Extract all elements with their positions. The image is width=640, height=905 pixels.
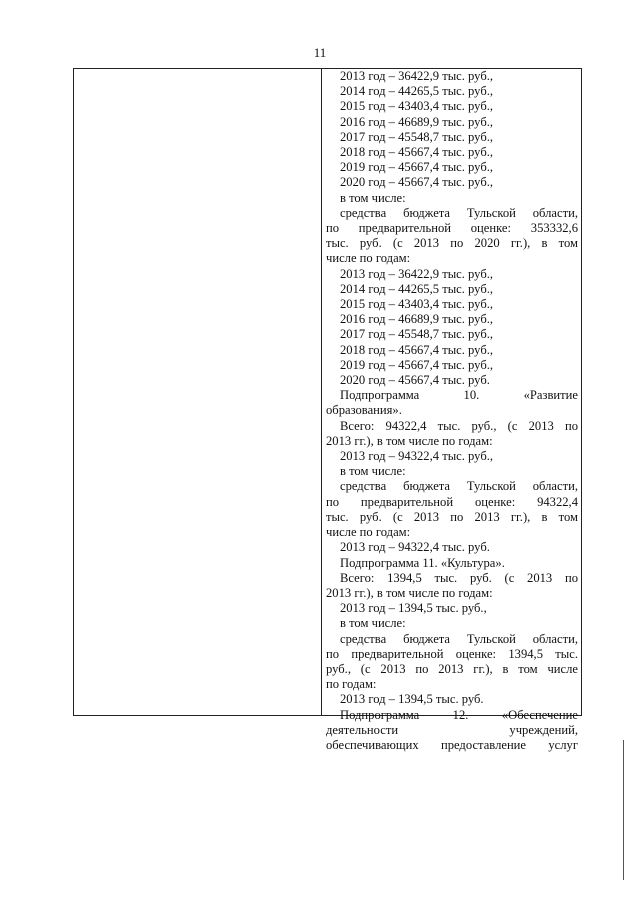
text-line: 2015 год – 43403,4 тыс. руб.,: [340, 297, 494, 312]
text-line: 2015 год – 43403,4 тыс. руб.,: [340, 99, 494, 114]
text-line: средства бюджета Тульской области,: [340, 205, 578, 220]
text-line: 2013 год – 94322,4 тыс. руб.,: [340, 449, 494, 464]
text-line: 2019 год – 45667,4 тыс. руб.,: [340, 357, 494, 372]
text-line: 2016 год – 46689,9 тыс. руб.,: [340, 312, 494, 327]
text-line: 2016 год – 46689,9 тыс. руб.,: [340, 114, 494, 129]
text-line: 2018 год – 45667,4 тыс. руб.,: [340, 342, 494, 357]
text-line: по предварительной оценке: 94322,4: [326, 494, 578, 509]
text-line: деятельности учреждений,: [326, 722, 578, 737]
document-table: [73, 68, 582, 752]
text-line: 2018 год – 45667,4 тыс. руб.,: [340, 145, 494, 160]
text-line: Подпрограмма 11. «Культура».: [340, 555, 505, 570]
text-line: по годам:: [326, 677, 377, 692]
text-line: обеспечивающих предоставление услуг: [326, 737, 578, 752]
page-number: 11: [313, 45, 327, 60]
text-line: 2014 год – 44265,5 тыс. руб.,: [340, 84, 494, 99]
text-line: 2013 год – 1394,5 тыс. руб.,: [340, 601, 487, 616]
text-line: 2020 год – 45667,4 тыс. руб.: [340, 373, 490, 388]
text-line: числе по годам:: [326, 525, 411, 540]
text-line: тыс. руб. (с 2013 по 2013 гг.), в том: [326, 509, 578, 524]
text-line: в том числе:: [340, 190, 406, 205]
text-line: средства бюджета Тульской области,: [340, 479, 578, 494]
text-line: 2017 год – 45548,7 тыс. руб.,: [340, 129, 494, 144]
text-line: руб., (с 2013 по 2013 гг.), в том числе: [326, 661, 578, 676]
text-line: Подпрограмма 12. «Обеспечение: [340, 707, 578, 722]
text-line: тыс. руб. (с 2013 по 2020 гг.), в том: [326, 236, 578, 251]
text-line: по предварительной оценке: 1394,5 тыс.: [326, 646, 578, 661]
text-line: 2020 год – 45667,4 тыс. руб.,: [340, 175, 494, 190]
text-line: 2013 гг.), в том числе по годам:: [326, 585, 493, 600]
text-line: Всего: 94322,4 тыс. руб., (с 2013 по: [340, 418, 578, 433]
table-left-column: [74, 69, 322, 715]
scan-edge-mark: [623, 740, 624, 880]
text-line: образования».: [326, 403, 402, 418]
text-line: по предварительной оценке: 353332,6: [326, 221, 578, 236]
text-line: 2013 год – 94322,4 тыс. руб.: [340, 540, 490, 555]
text-line: 2013 год – 36422,9 тыс. руб.,: [340, 69, 494, 83]
text-line: Подпрограмма 10. «Развитие: [340, 388, 578, 403]
text-line: в том числе:: [340, 616, 406, 631]
text-line: 2014 год – 44265,5 тыс. руб.,: [340, 281, 494, 296]
text-line: Всего: 1394,5 тыс. руб. (с 2013 по: [340, 570, 578, 585]
text-line: 2013 год – 36422,9 тыс. руб.,: [340, 266, 494, 281]
text-line: 2017 год – 45548,7 тыс. руб.,: [340, 327, 494, 342]
text-line: числе по годам:: [326, 251, 411, 266]
text-line: средства бюджета Тульской области,: [340, 631, 578, 646]
text-line: 2013 гг.), в том числе по годам:: [326, 433, 493, 448]
text-line: 2019 год – 45667,4 тыс. руб.,: [340, 160, 494, 175]
text-line: в том числе:: [340, 464, 406, 479]
text-line: 2013 год – 1394,5 тыс. руб.: [340, 692, 484, 707]
table-right-column: [322, 69, 581, 752]
